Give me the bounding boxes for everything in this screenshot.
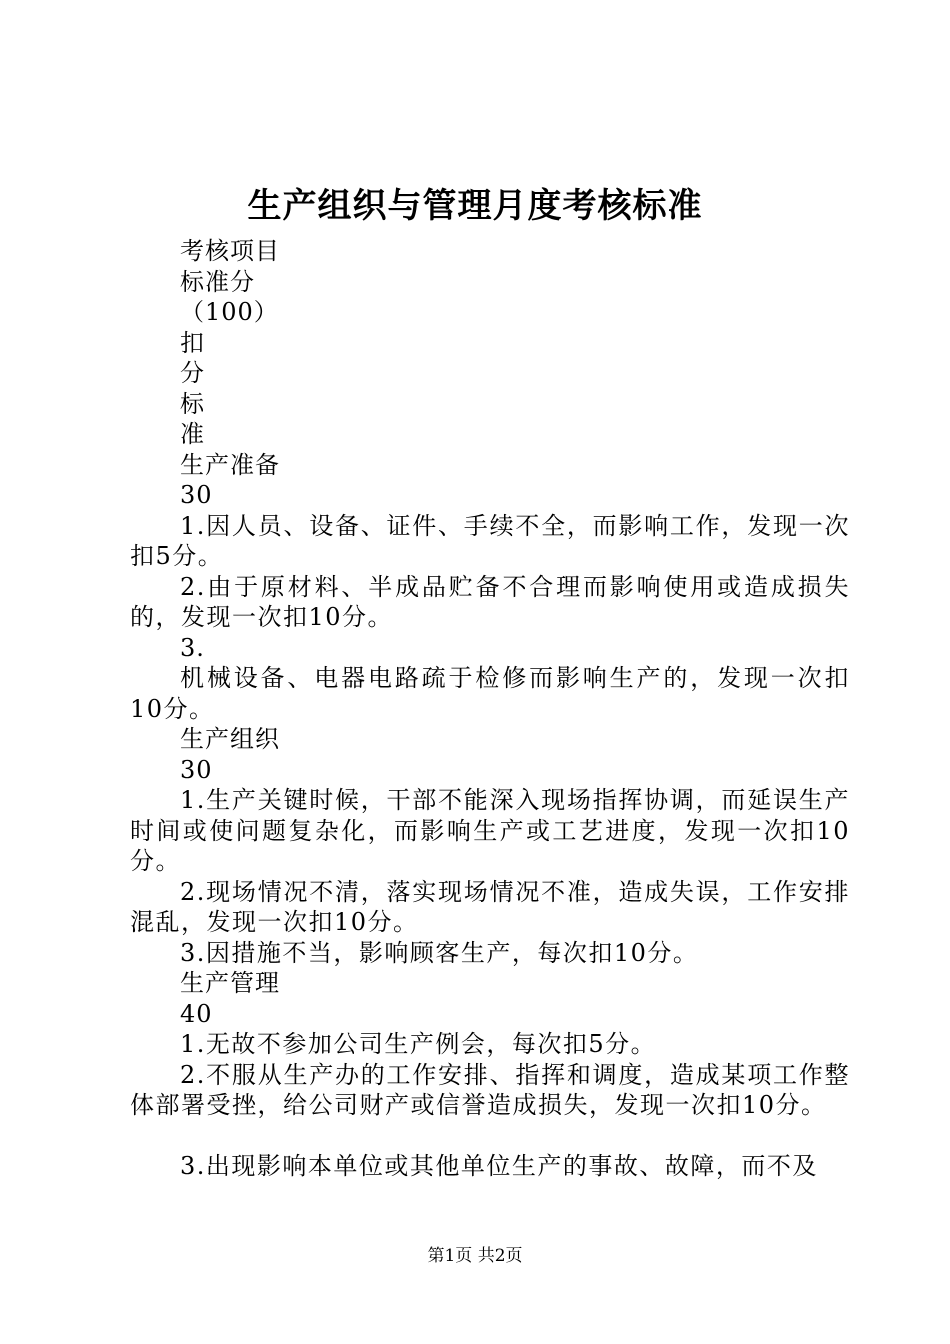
section-score-org: 30 (180, 755, 213, 784)
prep-item: 机械设备、电器电路疏于检修而影响生产的，发现一次扣10分。 (130, 664, 850, 723)
paragraph-gap (130, 1121, 850, 1151)
document-title: 生产组织与管理月度考核标准 (247, 186, 703, 226)
prep-item-number: 3. (180, 633, 205, 662)
section-heading-org: 生产组织 (180, 725, 280, 753)
header-label-char: 标 (180, 389, 205, 418)
header-label-char: 准 (180, 420, 205, 448)
mgmt-item: 2.不服从生产办的工作安排、指挥和调度，造成某项工作整体部署受挫，给公司财产或信誉造成损失，发现一次扣10分。 (130, 1060, 850, 1119)
header-label-char: 分 (180, 359, 205, 387)
header-label-total: （100） (180, 298, 279, 326)
org-item: 1.生产关键时候，干部不能深入现场指挥协调，而延误生产时间或使问题复杂化，而影响生产或工艺进度，发现一次扣10分。 (130, 786, 850, 875)
section-score-mgmt: 40 (180, 999, 213, 1028)
document-body (130, 236, 850, 1181)
mgmt-item: 1.无故不参加公司生产例会，每次扣5分。 (180, 1030, 657, 1058)
org-item: 2.现场情况不清，落实现场情况不准，造成失误，工作安排混乱，发现一次扣10分。 (130, 877, 850, 936)
mgmt-item: 3.出现影响本单位或其他单位生产的事故、故障，而不及 (180, 1151, 818, 1180)
section-heading-prep: 生产准备 (180, 450, 280, 479)
header-label-item: 考核项目 (180, 237, 280, 265)
prep-item: 2.由于原材料、半成品贮备不合理而影响使用或造成损失的，发现一次扣10分。 (130, 572, 850, 631)
header-label-score: 标准分 (180, 267, 255, 296)
section-heading-mgmt: 生产管理 (180, 969, 280, 997)
section-score-prep: 30 (180, 481, 213, 509)
org-item: 3.因措施不当，影响顾客生产，每次扣10分。 (180, 938, 699, 967)
page-footer: 第1页 共2页 (427, 1246, 523, 1266)
header-label-char: 扣 (180, 328, 205, 357)
prep-item: 1.因人员、设备、证件、手续不全，而影响工作，发现一次扣5分。 (130, 511, 850, 570)
